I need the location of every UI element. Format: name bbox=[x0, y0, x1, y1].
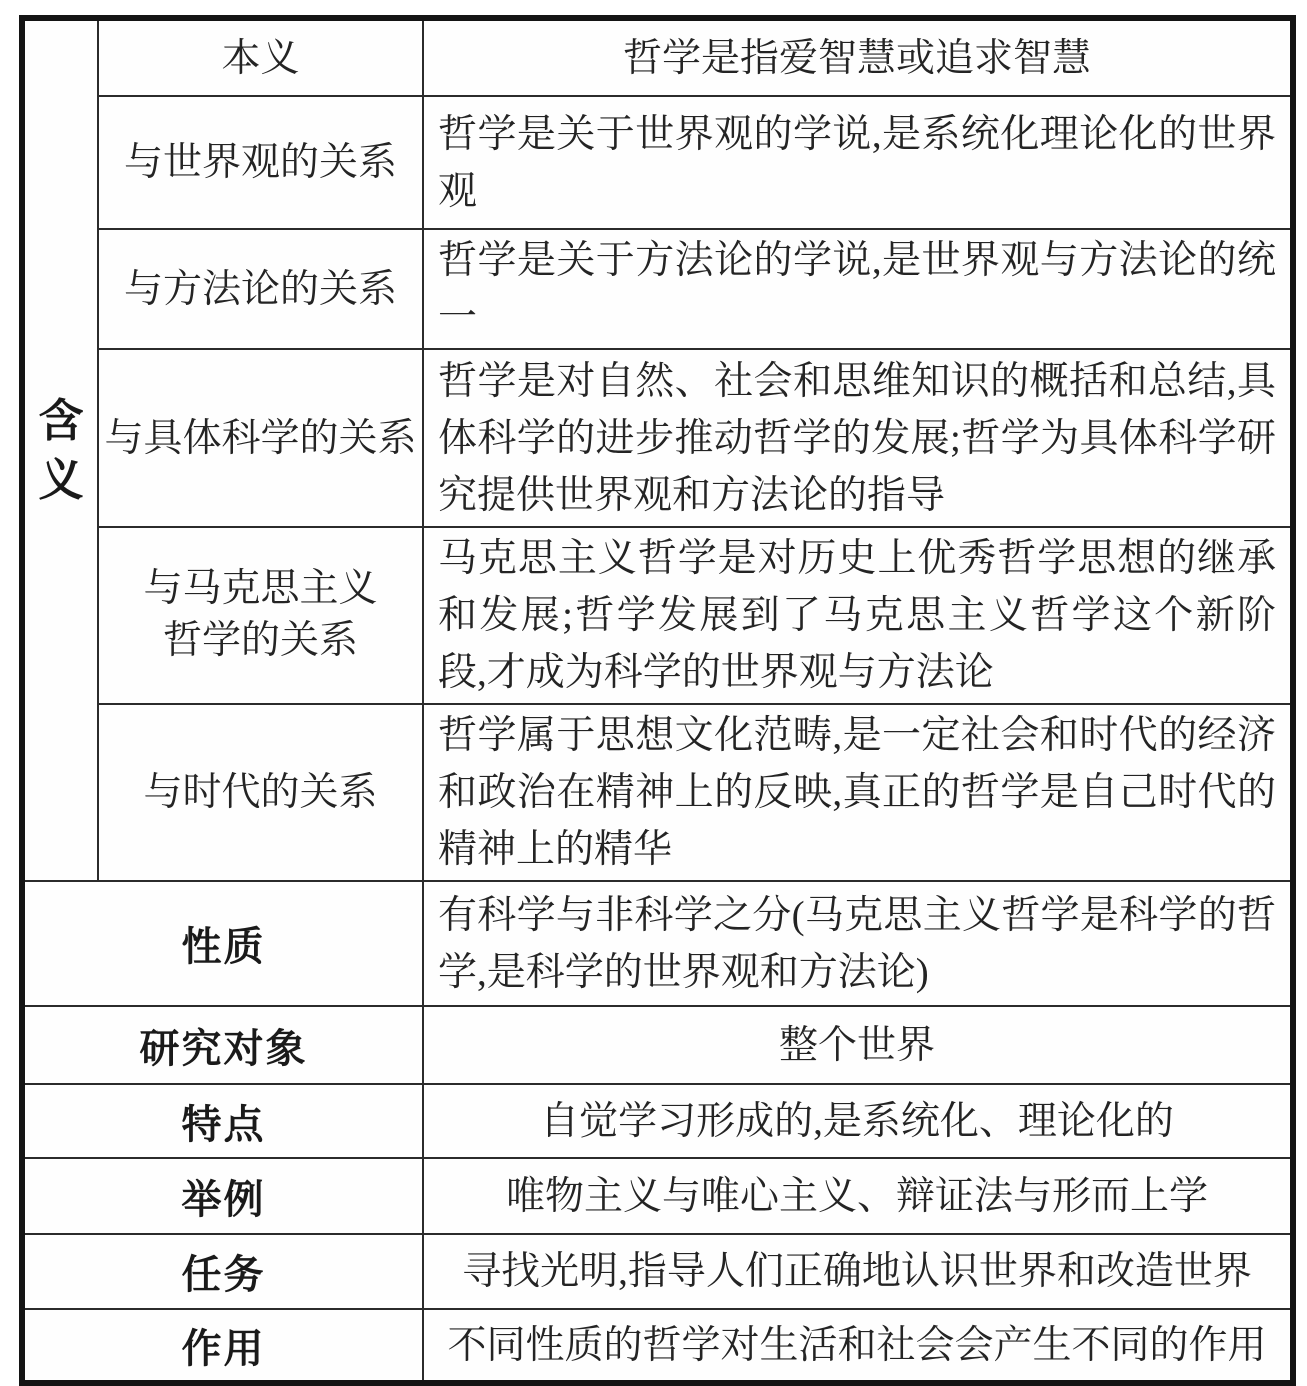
label-research-object: 研究对象 bbox=[22, 1006, 423, 1084]
content-research-object: 整个世界 bbox=[423, 1006, 1293, 1084]
table-row bbox=[22, 1158, 1293, 1234]
label-examples: 举例 bbox=[22, 1158, 423, 1234]
table-row bbox=[22, 881, 1293, 1006]
content-examples: 唯物主义与唯心主义、辩证法与形而上学 bbox=[423, 1158, 1293, 1234]
table-row bbox=[22, 96, 1293, 229]
content-original-meaning: 哲学是指爱智慧或追求智慧 bbox=[423, 18, 1293, 96]
table-row bbox=[22, 229, 1293, 349]
content-methodology-relation: 哲学是关于方法论的学说,是世界观与方法论的统一 bbox=[423, 229, 1293, 349]
row-header-meaning bbox=[22, 18, 98, 881]
table-row bbox=[22, 349, 1293, 527]
label-worldview-relation: 与世界观的关系 bbox=[98, 96, 423, 229]
table-row bbox=[22, 1006, 1293, 1084]
label-nature: 性质 bbox=[22, 881, 423, 1006]
table-row bbox=[22, 704, 1293, 881]
label-original-meaning: 本义 bbox=[98, 18, 423, 96]
content-function: 不同性质的哲学对生活和社会会产生不同的作用 bbox=[423, 1309, 1293, 1383]
table-row bbox=[22, 1084, 1293, 1158]
label-task: 任务 bbox=[22, 1234, 423, 1309]
label-function: 作用 bbox=[22, 1309, 423, 1383]
content-specific-sciences-relation: 哲学是对自然、社会和思维知识的概括和总结,具体科学的进步推动哲学的发展;哲学为具体科学研究提供世界观和方法论的指导 bbox=[423, 349, 1293, 527]
table-row bbox=[22, 1234, 1293, 1309]
label-characteristics: 特点 bbox=[22, 1084, 423, 1158]
label-methodology-relation: 与方法论的关系 bbox=[98, 229, 423, 349]
label-marxist-philosophy-relation: 与马克思主义哲学的关系 bbox=[98, 527, 423, 704]
content-task: 寻找光明,指导人们正确地认识世界和改造世界 bbox=[423, 1234, 1293, 1309]
content-nature: 有科学与非科学之分(马克思主义哲学是科学的哲学,是科学的世界观和方法论) bbox=[423, 881, 1293, 1006]
content-marxist-philosophy-relation: 马克思主义哲学是对历史上优秀哲学思想的继承和发展;哲学发展到了马克思主义哲学这个新阶段,才成为科学的世界观与方法论 bbox=[423, 527, 1293, 704]
philosophy-summary-table bbox=[19, 15, 1296, 1386]
meaning-header-label: 含义 bbox=[38, 395, 84, 505]
label-era-relation: 与时代的关系 bbox=[98, 704, 423, 881]
content-characteristics: 自觉学习形成的,是系统化、理论化的 bbox=[423, 1084, 1293, 1158]
label-specific-sciences-relation: 与具体科学的关系 bbox=[98, 349, 423, 527]
table-row bbox=[22, 1309, 1293, 1383]
content-worldview-relation: 哲学是关于世界观的学说,是系统化理论化的世界观 bbox=[423, 96, 1293, 229]
table-row bbox=[22, 527, 1293, 704]
table-row bbox=[22, 18, 1293, 96]
content-era-relation: 哲学属于思想文化范畴,是一定社会和时代的经济和政治在精神上的反映,真正的哲学是自己时代的精神上的精华 bbox=[423, 704, 1293, 881]
